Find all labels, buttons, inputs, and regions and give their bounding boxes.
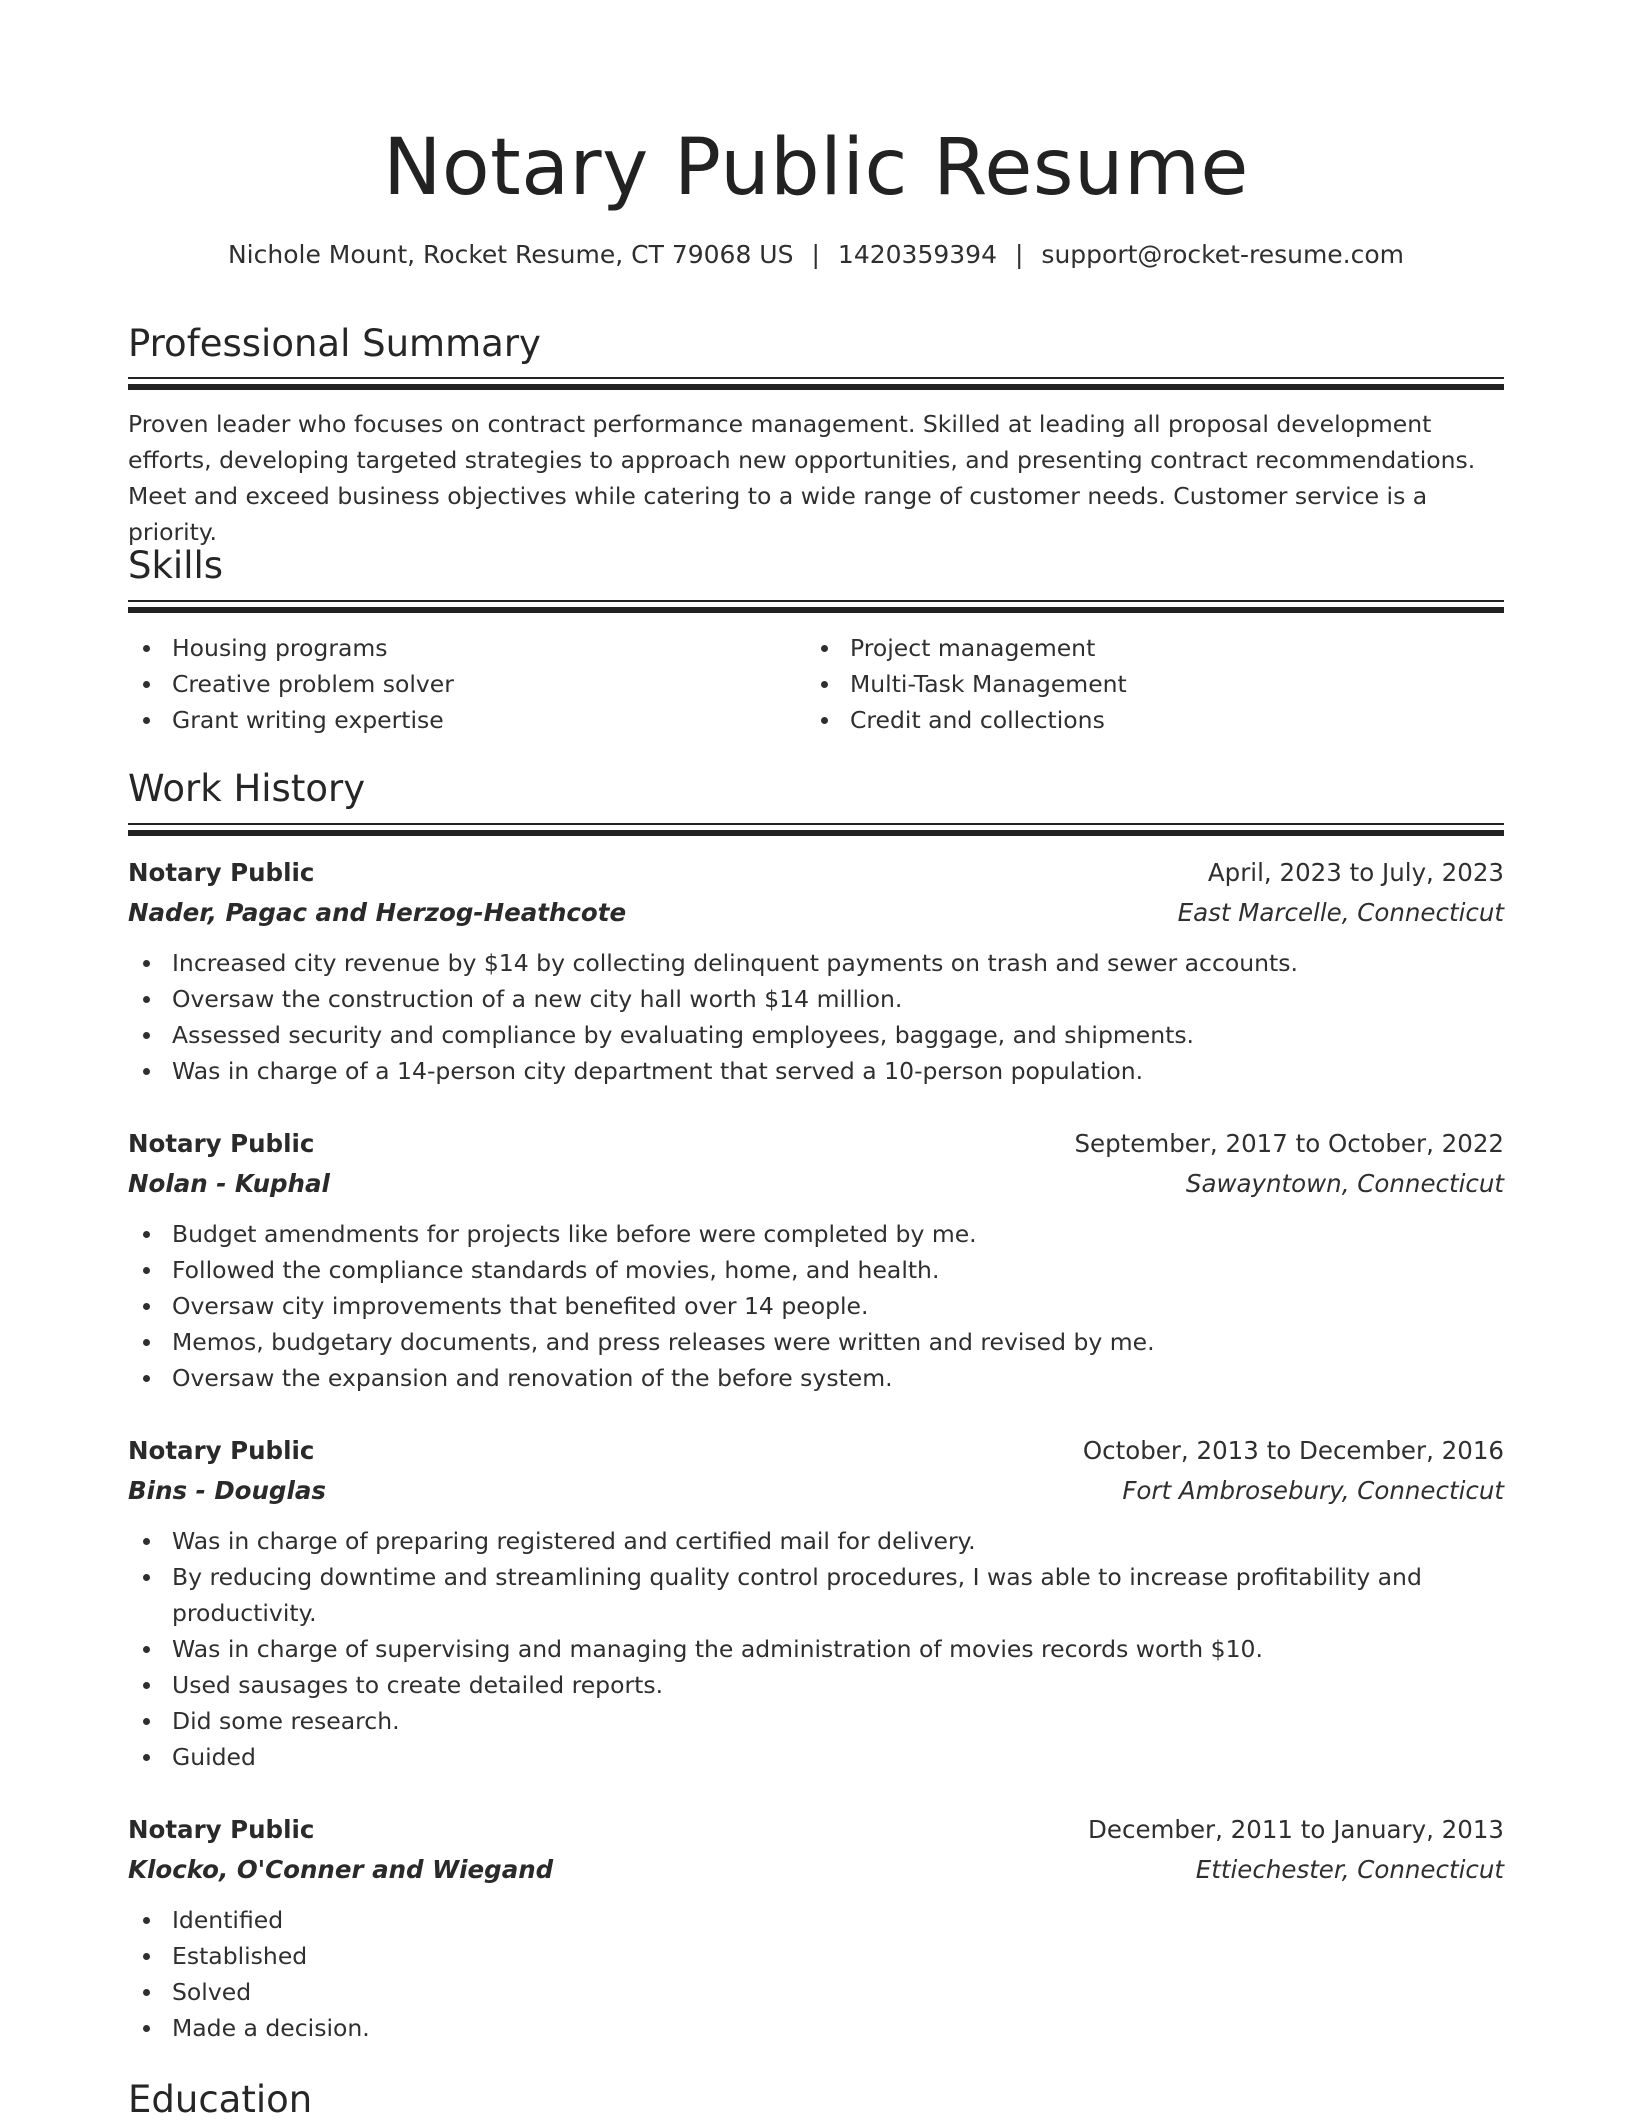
job-company: Nader, Pagac and Herzog-Heathcote xyxy=(128,898,627,927)
section-title-summary: Professional Summary xyxy=(128,322,541,365)
list-item: Followed the compliance standards of movies, home, and health. xyxy=(128,1252,1504,1288)
contact-address: Nichole Mount, Rocket Resume, CT 79068 US xyxy=(227,240,794,269)
skill-item: Project management xyxy=(806,630,1482,666)
job-location: Ettiechester, Connecticut xyxy=(1195,1855,1504,1884)
job-company: Nolan - Kuphal xyxy=(128,1169,330,1198)
job-dates: December, 2011 to January, 2013 xyxy=(1088,1815,1504,1844)
skills-list-right xyxy=(806,630,1482,738)
skill-item: Housing programs xyxy=(128,630,804,666)
job-location: East Marcelle, Connecticut xyxy=(1177,898,1504,927)
job-title: Notary Public xyxy=(128,1436,315,1465)
summary-text: Proven leader who focuses on contract performance management. Skilled at leading all proposal development efforts, developing targeted strategies to approach new opportunities, and presenting contract recommendations. Meet and exceed business objectives while catering to a wide range of customer needs. Customer service is a priority. xyxy=(128,410,1476,546)
list-item: Was in charge of preparing registered and certified mail for delivery. xyxy=(128,1523,1504,1559)
list-item: Established xyxy=(128,1938,1504,1974)
job-title: Notary Public xyxy=(128,1815,315,1844)
job-entry xyxy=(128,1810,1504,2046)
section-title-skills: Skills xyxy=(128,544,224,587)
job-company: Bins - Douglas xyxy=(128,1476,326,1505)
list-item: Assessed security and compliance by evaluating employees, baggage, and shipments. xyxy=(128,1017,1504,1053)
job-bullets xyxy=(128,1523,1504,1775)
skill-item: Multi-Task Management xyxy=(806,666,1482,702)
section-title-work-history: Work History xyxy=(128,767,366,810)
skill-item: Credit and collections xyxy=(806,702,1482,738)
list-item: Did some research. xyxy=(128,1703,1504,1739)
skill-item: Grant writing expertise xyxy=(128,702,804,738)
job-location: Fort Ambrosebury, Connecticut xyxy=(1122,1476,1504,1505)
skill-item: Creative problem solver xyxy=(128,666,804,702)
list-item: Oversaw the expansion and renovation of the before system. xyxy=(128,1360,1504,1396)
list-item: Memos, budgetary documents, and press releases were written and revised by me. xyxy=(128,1324,1504,1360)
list-item: Oversaw the construction of a new city hall worth $14 million. xyxy=(128,981,1504,1017)
job-company: Klocko, O'Conner and Wiegand xyxy=(128,1855,554,1884)
job-title: Notary Public xyxy=(128,858,315,887)
job-bullets xyxy=(128,1902,1504,2046)
list-item: By reducing downtime and streamlining quality control procedures, I was able to increase profitability and productivity. xyxy=(128,1559,1504,1631)
list-item: Made a decision. xyxy=(128,2010,1504,2046)
job-title: Notary Public xyxy=(128,1129,315,1158)
section-title-education: Education xyxy=(128,2078,313,2121)
job-entry xyxy=(128,853,1504,1089)
list-item: Identified xyxy=(128,1902,1504,1938)
job-location: Sawayntown, Connecticut xyxy=(1185,1169,1504,1198)
job-dates: September, 2017 to October, 2022 xyxy=(1074,1129,1504,1158)
list-item: Solved xyxy=(128,1974,1504,2010)
section-divider xyxy=(128,600,1504,612)
section-divider xyxy=(128,377,1504,389)
list-item: Was in charge of supervising and managing the administration of movies records worth $10. xyxy=(128,1631,1504,1667)
list-item: Was in charge of a 14-person city department that served a 10-person population. xyxy=(128,1053,1504,1089)
contact-phone: 1420359394 xyxy=(837,240,997,269)
contact-line xyxy=(128,237,1504,273)
skills-list-left xyxy=(128,630,804,738)
section-divider xyxy=(128,823,1504,835)
contact-email[interactable]: support@rocket-resume.com xyxy=(1041,240,1405,269)
list-item: Budget amendments for projects like before were completed by me. xyxy=(128,1216,1504,1252)
list-item: Oversaw city improvements that benefited over 14 people. xyxy=(128,1288,1504,1324)
job-dates: October, 2013 to December, 2016 xyxy=(1082,1436,1504,1465)
list-item: Guided xyxy=(128,1739,1504,1775)
resume-title: Notary Public Resume xyxy=(383,123,1249,213)
job-entry xyxy=(128,1431,1504,1775)
contact-separator: | xyxy=(1014,240,1024,269)
job-bullets xyxy=(128,1216,1504,1396)
list-item: Used sausages to create detailed reports. xyxy=(128,1667,1504,1703)
job-bullets xyxy=(128,945,1504,1089)
job-dates: April, 2023 to July, 2023 xyxy=(1207,858,1504,887)
list-item: Increased city revenue by $14 by collecting delinquent payments on trash and sewer accounts. xyxy=(128,945,1504,981)
contact-separator: | xyxy=(811,240,820,269)
job-entry xyxy=(128,1124,1504,1396)
